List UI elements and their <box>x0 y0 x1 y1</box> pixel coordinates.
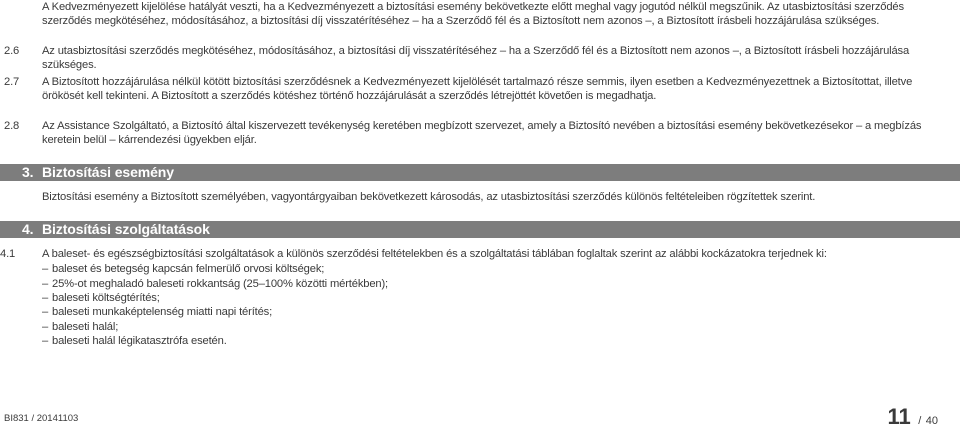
section-3-text: Biztosítási esemény a Biztosított személyében, vagyontárgyaiban bekövetkezett károsodás, az utasbiztosítási szerződés különös feltételeiben rögzítettek szerint. <box>42 191 816 203</box>
page-current: 11 <box>887 404 911 429</box>
dash-bullet: – <box>42 278 49 290</box>
list-item <box>0 277 950 291</box>
clause-2-6 <box>0 44 950 72</box>
list-item-text: baleseti költségtérítés; <box>52 292 160 304</box>
clause-2-8 <box>0 119 950 147</box>
dash-bullet: – <box>42 321 49 333</box>
clause-text: Az utasbiztosítási szerződés megkötéséhez, módosításához, a biztosítási díj visszatérítéséhez – ha a Szerződő fél és a Biztosított nem azonos –, a Biztosított írásbeli hozzájárulása szükséges. <box>42 45 910 72</box>
clause-4-1 <box>0 247 950 261</box>
list-item-text: baleseti halál légikatasztrófa esetén. <box>52 335 227 347</box>
list-item <box>0 291 950 305</box>
clause-text: Az Assistance Szolgáltató, a Biztosító által kiszervezett tevékenység keretében megbízott szervezet, amely a Biztosító nevében a biztosítási esemény bekövetkezésekor – a megbízás keretein belül – kárrendezési ügyekben eljár. <box>42 120 922 147</box>
list-item <box>0 262 950 276</box>
section-title: Biztosítási esemény <box>42 164 174 180</box>
dash-bullet: – <box>42 335 49 347</box>
list-item <box>0 320 950 334</box>
page-separator: / <box>918 415 922 427</box>
clause-number: 2.6 <box>4 45 20 57</box>
list-item <box>0 334 950 348</box>
list-item-text: baleseti halál; <box>52 321 119 333</box>
list-item-text: 25%-ot meghaladó baleseti rokkantság (25–100% közötti mértékben); <box>52 278 389 290</box>
section-3-heading <box>0 164 960 181</box>
page-number <box>888 404 938 430</box>
list-item <box>0 305 950 319</box>
section-number: 4. <box>22 221 34 237</box>
page-total: 40 <box>925 415 938 427</box>
clause-number: 2.8 <box>4 120 20 132</box>
list-item-text: baleseti munkaképtelenség miatti napi térítés; <box>52 306 273 318</box>
intro-paragraph: A Kedvezményezett kijelölése hatályát veszti, ha a Kedvezményezett a biztosítási esemény bekövetkezte előtt meghal vagy jogutód nélkül megszűnik. Az utasbiztosítási szerződés szerződés megkötéséhez, módosításához, a biztosítási díj visszatérítéséhez – ha a Szerződő fél és a Biztosított nem azonos –, a Biztosított írásbeli hozzájárulása szükséges. <box>42 1 904 28</box>
list-item-text: baleset és betegség kapcsán felmerülő orvosi költségek; <box>52 263 325 275</box>
clause-number: 2.7 <box>4 76 20 88</box>
document-code: BI831 / 20141103 <box>4 413 79 424</box>
section-4-heading <box>0 221 960 238</box>
section-title: Biztosítási szolgáltatások <box>42 221 210 237</box>
clause-text: A baleset- és egészségbiztosítási szolgáltatások a különös szerződési feltételekben és a szolgáltatási táblában foglaltak szerint az alábbi kockázatokra terjednek ki: <box>42 248 827 260</box>
clause-number: 4.1 <box>0 248 16 260</box>
clause-text: A Biztosított hozzájárulása nélkül kötött biztosítási szerződésnek a Kedvezményezett kijelölését tartalmazó része semmis, ilyen esetben a Kedvezményezettnek a Biztosítottat, illetve örökösét kell tekinteni. A Biztosított a szerződés kötéshez történő hozzájárulását a szerződés létrejöttét követően is megadhatja. <box>42 76 913 103</box>
dash-bullet: – <box>42 306 49 318</box>
section-number: 3. <box>22 164 34 180</box>
clause-2-7 <box>0 75 950 103</box>
dash-bullet: – <box>42 263 49 275</box>
dash-bullet: – <box>42 292 49 304</box>
